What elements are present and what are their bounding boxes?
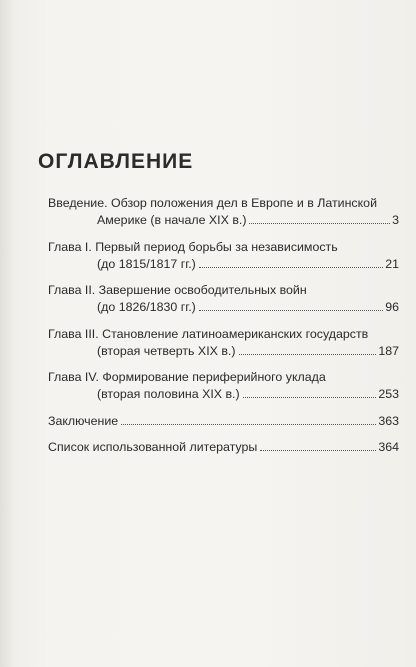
toc-page-number: 253 [378,387,399,401]
toc-entry-subtitle: (вторая четверть XIX в.) [97,343,236,358]
dot-leader [199,267,383,268]
toc-entry-line [48,212,399,229]
toc-entry-subtitle: (до 1815/1817 гг.) [97,256,196,271]
toc-page-number: 3 [392,213,399,227]
toc-page-number: 21 [385,256,399,271]
toc-entry-title: Глава III. Становление латиноамериканских государств [48,326,369,341]
toc-page-number: 187 [378,343,399,358]
toc-entry-line [48,386,399,403]
table-of-contents [48,195,399,466]
toc-entry-line [48,299,399,316]
toc-entry-line [48,343,399,360]
dot-leader [239,354,377,355]
dot-leader [199,310,383,311]
toc-entry-introduction [48,195,399,229]
toc-page-number: 363 [378,413,399,428]
page-gutter-shadow [0,0,14,667]
toc-entry-subtitle: Америке (в начале XIX в.) [97,213,247,227]
toc-entry-line [48,256,399,273]
toc-entry-line [48,282,399,299]
toc-entry-line [48,413,399,430]
dot-leader [243,397,377,398]
toc-entry-line [48,326,399,343]
toc-entry-subtitle: (до 1826/1830 гг.) [97,300,196,314]
toc-entry-chapter-3 [48,326,399,360]
toc-page-number: 96 [385,300,399,314]
toc-entry-title: Заключение [48,413,119,428]
toc-entry-line [48,439,399,456]
toc-entry-subtitle: (вторая половина XIX в.) [97,387,240,401]
toc-entry-title: Введение. Обзор положения дел в Европе и в Латинской [48,196,377,210]
toc-entry-chapter-1 [48,239,399,273]
toc-entry-line [48,239,399,256]
toc-entry-line [48,195,399,212]
toc-entry-title: Глава I. Первый период борьбы за независимость [48,239,338,254]
page-title: ОГЛАВЛЕНИЕ [38,150,194,173]
toc-entry-chapter-2 [48,282,399,316]
dot-leader [121,424,376,425]
toc-entry-conclusion [48,413,399,430]
dot-leader [260,450,376,451]
toc-entry-title: Список использованной литературы [48,440,258,454]
dot-leader [249,223,390,224]
toc-page-number: 364 [378,440,399,454]
toc-entry-title: Глава II. Завершение освободительных войн [48,283,307,297]
toc-entry-chapter-4 [48,369,399,403]
toc-entry-line [48,369,399,386]
toc-entry-bibliography [48,439,399,456]
toc-entry-title: Глава IV. Формирование периферийного уклада [48,370,326,384]
